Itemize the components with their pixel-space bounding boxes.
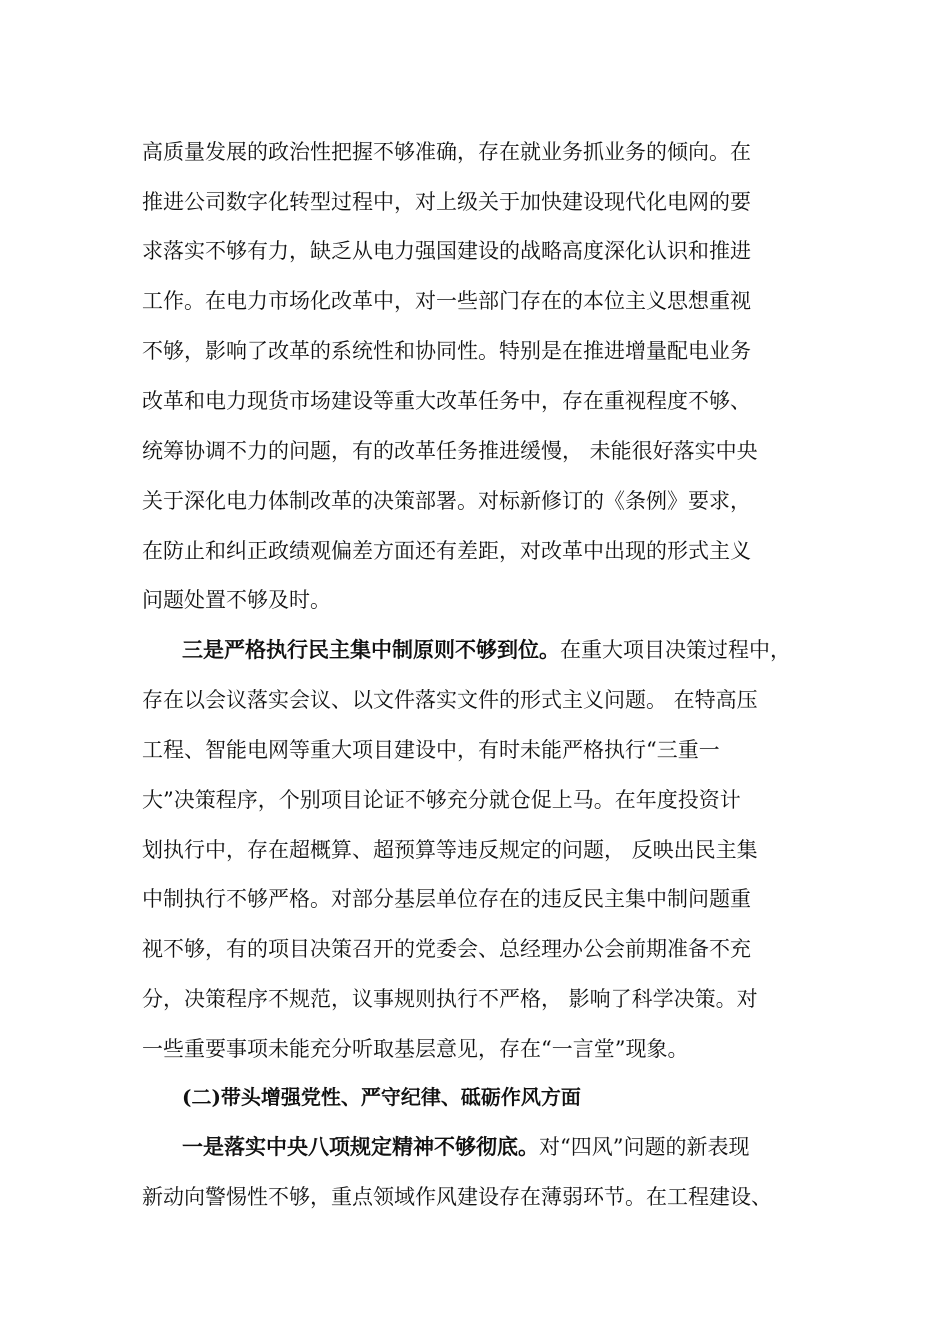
paragraph-line: 存在以会议落实会议、以文件落实文件的形式主义问题。 在特高压 — [142, 688, 758, 712]
paragraph-line: 工作。在电力市场化改革中，对一些部门存在的本位主义思想重视 — [142, 289, 751, 313]
paragraph-line: 工程、智能电网等重大项目建设中，有时未能严格执行“三重一 — [142, 738, 720, 762]
paragraph-first-line-rest: 在重大项目决策过程中， — [560, 638, 791, 662]
paragraph-line: 改革和电力现货市场建设等重大改革任务中，存在重视程度不够、 — [142, 389, 751, 413]
paragraph-line: 关于深化电力体制改革的决策部署。对标新修订的《条例》要求， — [142, 489, 751, 513]
paragraph-line: 一些重要事项未能充分听取基层意见，存在“一言堂”现象。 — [142, 1037, 689, 1061]
paragraph-line: 新动向警惕性不够，重点领域作风建设存在薄弱环节。在工程建设、 — [142, 1185, 772, 1209]
paragraph-line: 求落实不够有力，缺乏从电力强国建设的战略高度深化认识和推进 — [142, 239, 751, 263]
paragraph-line: 分，决策程序不规范，议事规则执行不严格， 影响了科学决策。对 — [142, 987, 758, 1011]
section-heading: (二)带头增强党性、严守纪律、砥砺作风方面 — [182, 1085, 581, 1109]
paragraph-line: 统筹协调不力的问题，有的改革任务推进缓慢， 未能很好落实中央 — [142, 439, 758, 463]
paragraph-line: 在防止和纠正政绩观偏差方面还有差距，对改革中出现的形式主义 — [142, 539, 751, 563]
paragraph-line: 视不够，有的项目决策召开的党委会、总经理办公会前期准备不充 — [142, 937, 751, 961]
paragraph-line: 大”决策程序，个别项目论证不够充分就仓促上马。在年度投资计 — [142, 788, 741, 812]
paragraph-line: 推进公司数字化转型过程中，对上级关于加快建设现代化电网的要 — [142, 190, 751, 214]
paragraph-line: 问题处置不够及时。 — [142, 588, 331, 612]
paragraph-line: 高质量发展的政治性把握不够准确，存在就业务抓业务的倾向。在 — [142, 140, 751, 164]
paragraph-first-line — [182, 635, 832, 665]
paragraph-first-line-rest: 对“四风”问题的新表现 — [539, 1135, 750, 1159]
paragraph-line: 划执行中，存在超概算、超预算等违反规定的问题， 反映出民主集 — [142, 838, 758, 862]
paragraph-lead-bold: 一是落实中央八项规定精神不够彻底。 — [182, 1134, 539, 1159]
paragraph-first-line — [182, 1132, 832, 1162]
paragraph-line: 不够，影响了改革的系统性和协同性。特别是在推进增量配电业务 — [142, 339, 751, 363]
paragraph-lead-bold: 三是严格执行民主集中制原则不够到位。 — [182, 637, 560, 662]
paragraph-line: 中制执行不够严格。对部分基层单位存在的违反民主集中制问题重 — [142, 887, 751, 911]
